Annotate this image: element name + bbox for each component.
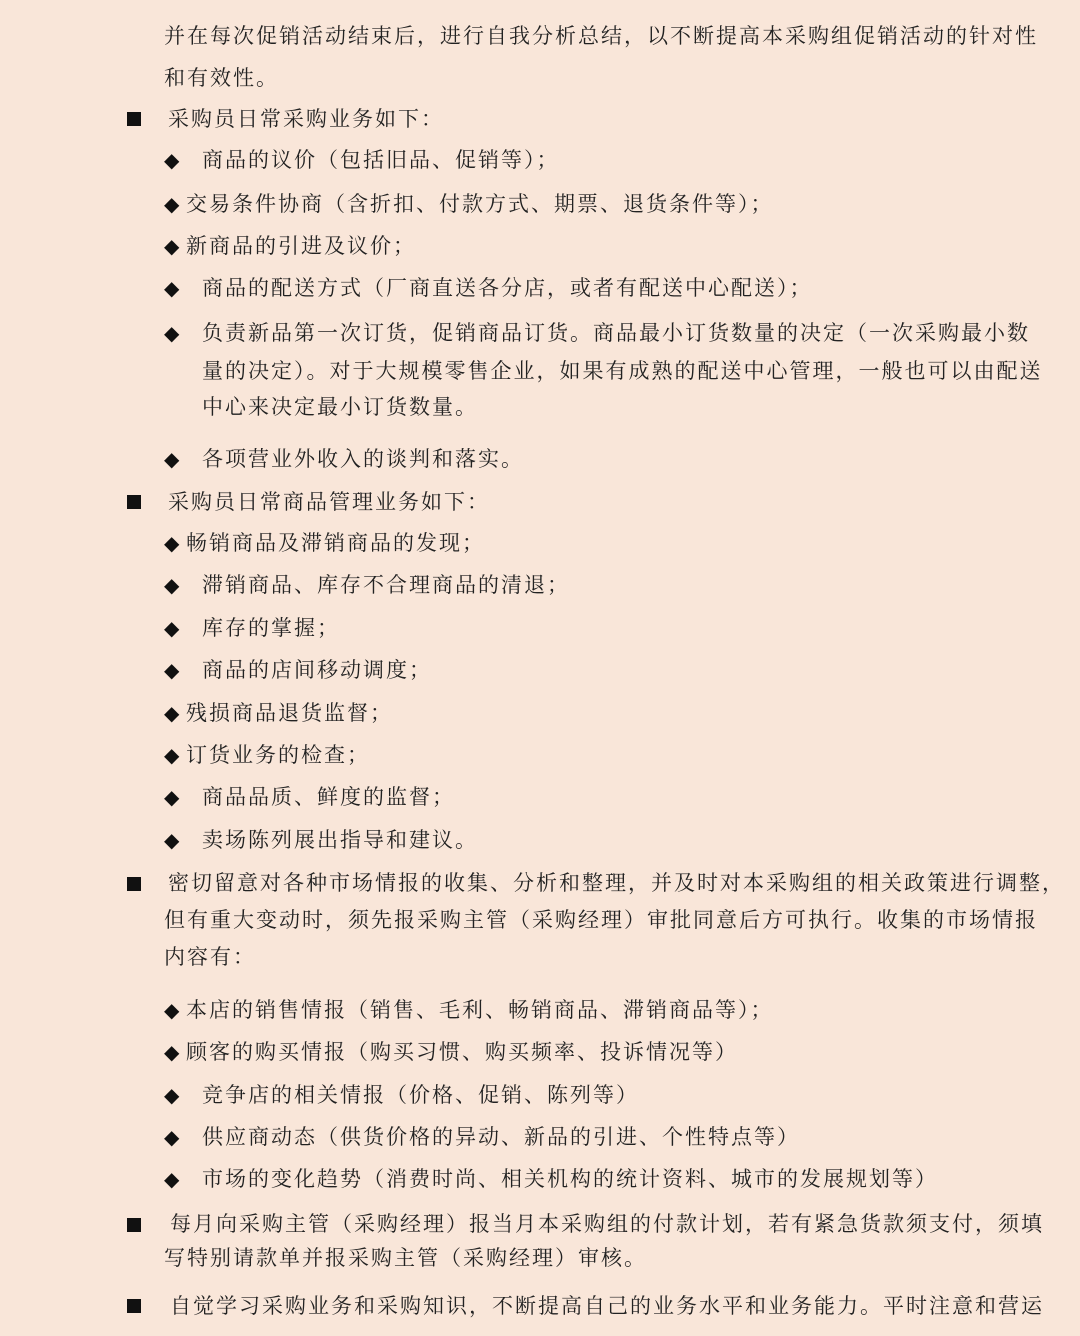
diamond-bullet-icon: ◆	[164, 447, 182, 471]
list-item: ◆ 市场的变化趋势（消费时尚、相关机构的统计资料、城市的发展规划等）	[164, 1167, 938, 1191]
list-item: ◆ 畅销商品及滞销商品的发现；	[164, 531, 485, 555]
diamond-bullet-icon: ◆	[164, 701, 182, 725]
square-bullet	[127, 1299, 141, 1313]
diamond-bullet-icon: ◆	[164, 321, 182, 345]
list-item: ◆ 商品品质、鲜度的监督；	[164, 785, 455, 809]
diamond-bullet-icon: ◆	[164, 531, 182, 555]
square-bullet	[127, 877, 141, 891]
list-item-continuation: 中心来决定最小订货数量。	[202, 395, 478, 419]
square-bullet	[127, 495, 141, 509]
section1-title: 采购员日常采购业务如下：	[168, 107, 444, 131]
section3-line-3: 内容有：	[164, 945, 256, 969]
list-item: ◆ 残损商品退货监督；	[164, 701, 393, 725]
list-item: ◆ 竞争店的相关情报（价格、促销、陈列等）	[164, 1083, 639, 1107]
list-item: ◆ 订货业务的检查；	[164, 743, 370, 767]
intro-line-1: 并在每次促销活动结束后，进行自我分析总结，以不断提高本采购组促销活动的针对性	[164, 24, 1038, 48]
diamond-bullet-icon: ◆	[164, 658, 182, 682]
list-item: ◆ 交易条件协商（含折扣、付款方式、期票、退货条件等）；	[164, 192, 774, 216]
list-item: ◆ 负责新品第一次订货，促销商品订货。商品最小订货数量的决定（一次采购最小数	[164, 321, 1030, 345]
square-bullet	[127, 112, 141, 126]
diamond-bullet-icon: ◆	[164, 573, 182, 597]
list-item: ◆ 滞销商品、库存不合理商品的清退；	[164, 573, 570, 597]
section4-line-2: 写特别请款单并报采购主管（采购经理）审核。	[164, 1246, 647, 1270]
section4-line-1: 每月向采购主管（采购经理）报当月本采购组的付款计划，若有紧急货款须支付，须填	[170, 1212, 1044, 1236]
diamond-bullet-icon: ◆	[164, 828, 182, 852]
list-item: ◆ 顾客的购买情报（购买习惯、购买频率、投诉情况等）	[164, 1040, 738, 1064]
diamond-bullet-icon: ◆	[164, 276, 182, 300]
diamond-bullet-icon: ◆	[164, 234, 182, 258]
diamond-bullet-icon: ◆	[164, 785, 182, 809]
list-item: ◆ 商品的配送方式（厂商直送各分店，或者有配送中心配送）；	[164, 276, 813, 300]
list-item: ◆ 新商品的引进及议价；	[164, 234, 416, 258]
diamond-bullet-icon: ◆	[164, 192, 182, 216]
diamond-bullet-icon: ◆	[164, 148, 182, 172]
list-item: ◆ 各项营业外收入的谈判和落实。	[164, 447, 524, 471]
diamond-bullet-icon: ◆	[164, 1040, 182, 1064]
section3-line-1: 密切留意对各种市场情报的收集、分析和整理，并及时对本采购组的相关政策进行调整，	[168, 871, 1065, 895]
section2-title: 采购员日常商品管理业务如下：	[168, 490, 490, 514]
section3-line-2: 但有重大变动时，须先报采购主管（采购经理）审批同意后方可执行。收集的市场情报	[164, 908, 1038, 932]
list-item: ◆ 商品的店间移动调度；	[164, 658, 432, 682]
list-item: ◆ 商品的议价（包括旧品、促销等）；	[164, 148, 560, 172]
diamond-bullet-icon: ◆	[164, 616, 182, 640]
list-item: ◆ 供应商动态（供货价格的异动、新品的引进、个性特点等）	[164, 1125, 800, 1149]
diamond-bullet-icon: ◆	[164, 1083, 182, 1107]
list-item-continuation: 量的决定）。对于大规模零售企业，如果有成熟的配送中心管理，一般也可以由配送	[202, 359, 1043, 383]
diamond-bullet-icon: ◆	[164, 1167, 182, 1191]
section5-line-1: 自觉学习采购业务和采购知识，不断提高自己的业务水平和业务能力。平时注意和营运	[170, 1294, 1044, 1318]
diamond-bullet-icon: ◆	[164, 743, 182, 767]
list-item: ◆ 库存的掌握；	[164, 616, 340, 640]
list-item: ◆ 卖场陈列展出指导和建议。	[164, 828, 478, 852]
square-bullet	[127, 1218, 141, 1232]
list-item: ◆ 本店的销售情报（销售、毛利、畅销商品、滞销商品等）；	[164, 998, 774, 1022]
diamond-bullet-icon: ◆	[164, 1125, 182, 1149]
intro-line-2: 和有效性。	[164, 66, 279, 90]
diamond-bullet-icon: ◆	[164, 998, 182, 1022]
